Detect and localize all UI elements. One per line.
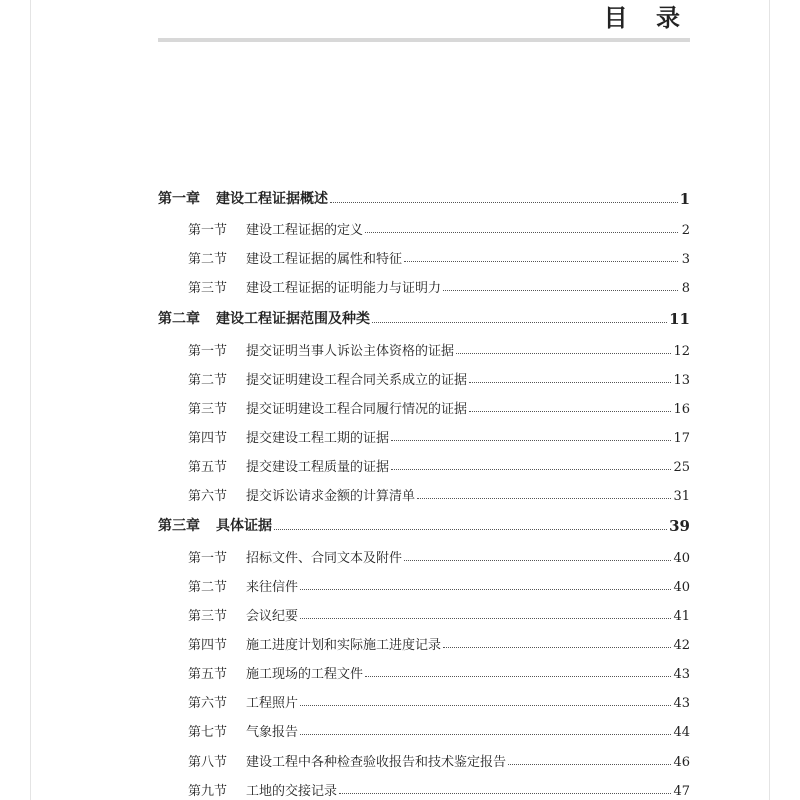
table-of-contents bbox=[158, 180, 690, 800]
toc-entry-number: 第四节 bbox=[188, 431, 228, 446]
toc-entry-number: 第一章 bbox=[158, 191, 200, 207]
toc-dot-leader bbox=[365, 676, 671, 677]
toc-entry-title: 提交建设工程质量的证据 bbox=[246, 460, 390, 475]
toc-entry-title: 气象报告 bbox=[246, 725, 299, 740]
toc-dot-leader bbox=[391, 440, 671, 441]
toc-page-number: 2 bbox=[681, 223, 690, 238]
toc-page-number: 3 bbox=[681, 252, 690, 267]
toc-section-row[interactable] bbox=[158, 571, 690, 595]
toc-dot-leader bbox=[300, 589, 671, 590]
toc-entry-title: 建设工程中各种检查验收报告和技术鉴定报告 bbox=[246, 755, 507, 770]
toc-dot-leader bbox=[300, 734, 671, 735]
toc-dot-leader bbox=[300, 705, 671, 706]
toc-entry-title: 建设工程证据概述 bbox=[216, 191, 328, 207]
toc-entry-number: 第九节 bbox=[188, 784, 228, 799]
toc-dot-leader bbox=[274, 529, 667, 530]
toc-entry-number: 第三节 bbox=[188, 281, 228, 296]
toc-section-row[interactable] bbox=[158, 658, 690, 682]
toc-chapter-row[interactable] bbox=[158, 511, 690, 535]
toc-page-number: 1 bbox=[679, 190, 690, 208]
toc-page-number: 47 bbox=[673, 784, 690, 799]
toc-entry-title: 招标文件、合同文本及附件 bbox=[246, 551, 403, 566]
toc-entry-title: 建设工程证据的属性和特征 bbox=[246, 252, 403, 267]
toc-page-number: 44 bbox=[673, 725, 690, 740]
toc-dot-leader bbox=[330, 202, 678, 203]
toc-entry-title: 具体证据 bbox=[216, 518, 272, 534]
toc-section-row[interactable] bbox=[158, 600, 690, 624]
toc-page-number: 41 bbox=[673, 609, 690, 624]
toc-page-number: 31 bbox=[673, 489, 690, 504]
toc-entry-number: 第二节 bbox=[188, 373, 228, 388]
toc-dot-leader bbox=[372, 322, 667, 323]
toc-entry-title: 施工现场的工程文件 bbox=[246, 667, 364, 682]
toc-entry-number: 第一节 bbox=[188, 344, 228, 359]
toc-page-number: 40 bbox=[673, 580, 690, 595]
toc-dot-leader bbox=[443, 647, 671, 648]
toc-page-number: 46 bbox=[673, 755, 690, 770]
toc-dot-leader bbox=[508, 764, 671, 765]
toc-entry-title: 建设工程证据的定义 bbox=[246, 223, 364, 238]
toc-page-number: 40 bbox=[673, 551, 690, 566]
toc-entry-number: 第一节 bbox=[188, 551, 228, 566]
toc-section-row[interactable] bbox=[158, 775, 690, 799]
toc-entry-number: 第六节 bbox=[188, 489, 228, 504]
toc-entry-number: 第六节 bbox=[188, 696, 228, 711]
toc-entry-number: 第三章 bbox=[158, 518, 200, 534]
toc-page-number: 43 bbox=[673, 667, 690, 682]
toc-entry-number: 第三节 bbox=[188, 609, 228, 624]
toc-section-row[interactable] bbox=[158, 272, 690, 296]
toc-page-number: 17 bbox=[673, 431, 690, 446]
toc-dot-leader bbox=[417, 498, 671, 499]
toc-section-row[interactable] bbox=[158, 746, 690, 770]
toc-entry-title: 提交诉讼请求金额的计算清单 bbox=[246, 489, 416, 504]
toc-page-number: 11 bbox=[669, 310, 690, 328]
toc-entry-title: 提交证明建设工程合同履行情况的证据 bbox=[246, 402, 468, 417]
toc-section-row[interactable] bbox=[158, 629, 690, 653]
toc-entry-number: 第二章 bbox=[158, 311, 200, 327]
toc-page-number: 42 bbox=[673, 638, 690, 653]
page-title: 目 录 bbox=[603, 4, 690, 32]
toc-entry-title: 提交建设工程工期的证据 bbox=[246, 431, 390, 446]
toc-section-row[interactable] bbox=[158, 480, 690, 504]
toc-entry-number: 第一节 bbox=[188, 223, 228, 238]
toc-page-number: 16 bbox=[673, 402, 690, 417]
toc-entry-number: 第三节 bbox=[188, 402, 228, 417]
toc-dot-leader bbox=[404, 560, 671, 561]
toc-section-row[interactable] bbox=[158, 335, 690, 359]
toc-entry-title: 建设工程证据的证明能力与证明力 bbox=[246, 281, 442, 296]
toc-chapter-row[interactable] bbox=[158, 184, 690, 208]
toc-entry-number: 第五节 bbox=[188, 460, 228, 475]
toc-entry-number: 第二节 bbox=[188, 252, 228, 267]
toc-section-row[interactable] bbox=[158, 542, 690, 566]
toc-section-row[interactable] bbox=[158, 716, 690, 740]
toc-section-row[interactable] bbox=[158, 451, 690, 475]
toc-section-row[interactable] bbox=[158, 687, 690, 711]
toc-section-row[interactable] bbox=[158, 214, 690, 238]
toc-entry-number: 第四节 bbox=[188, 638, 228, 653]
toc-entry-title: 工程照片 bbox=[246, 696, 299, 711]
toc-dot-leader bbox=[404, 261, 678, 262]
toc-dot-leader bbox=[339, 793, 671, 794]
title-rule bbox=[158, 38, 690, 42]
toc-page-number: 39 bbox=[669, 517, 690, 535]
toc-entry-number: 第二节 bbox=[188, 580, 228, 595]
toc-dot-leader bbox=[456, 353, 671, 354]
toc-entry-number: 第七节 bbox=[188, 725, 228, 740]
toc-chapter-row[interactable] bbox=[158, 304, 690, 328]
toc-entry-number: 第五节 bbox=[188, 667, 228, 682]
toc-entry-title: 来往信件 bbox=[246, 580, 299, 595]
toc-page-number: 43 bbox=[673, 696, 690, 711]
toc-dot-leader bbox=[365, 232, 678, 233]
toc-entry-title: 建设工程证据范围及种类 bbox=[216, 311, 370, 327]
toc-section-row[interactable] bbox=[158, 422, 690, 446]
toc-dot-leader bbox=[469, 382, 671, 383]
toc-dot-leader bbox=[300, 618, 671, 619]
toc-page-number: 25 bbox=[673, 460, 690, 475]
toc-page-number: 8 bbox=[681, 281, 690, 296]
toc-entry-title: 施工进度计划和实际施工进度记录 bbox=[246, 638, 442, 653]
toc-section-row[interactable] bbox=[158, 364, 690, 388]
page-edge-right bbox=[769, 0, 770, 800]
page-edge-left bbox=[30, 0, 31, 800]
toc-section-row[interactable] bbox=[158, 243, 690, 267]
toc-entry-number: 第八节 bbox=[188, 755, 228, 770]
toc-dot-leader bbox=[469, 411, 671, 412]
toc-section-row[interactable] bbox=[158, 393, 690, 417]
toc-entry-title: 提交证明当事人诉讼主体资格的证据 bbox=[246, 344, 455, 359]
toc-page-number: 13 bbox=[673, 373, 690, 388]
toc-entry-title: 提交证明建设工程合同关系成立的证据 bbox=[246, 373, 468, 388]
toc-dot-leader bbox=[391, 469, 671, 470]
toc-entry-title: 工地的交接记录 bbox=[246, 784, 338, 799]
toc-dot-leader bbox=[443, 290, 678, 291]
toc-page-number: 12 bbox=[673, 344, 690, 359]
toc-entry-title: 会议纪要 bbox=[246, 609, 299, 624]
